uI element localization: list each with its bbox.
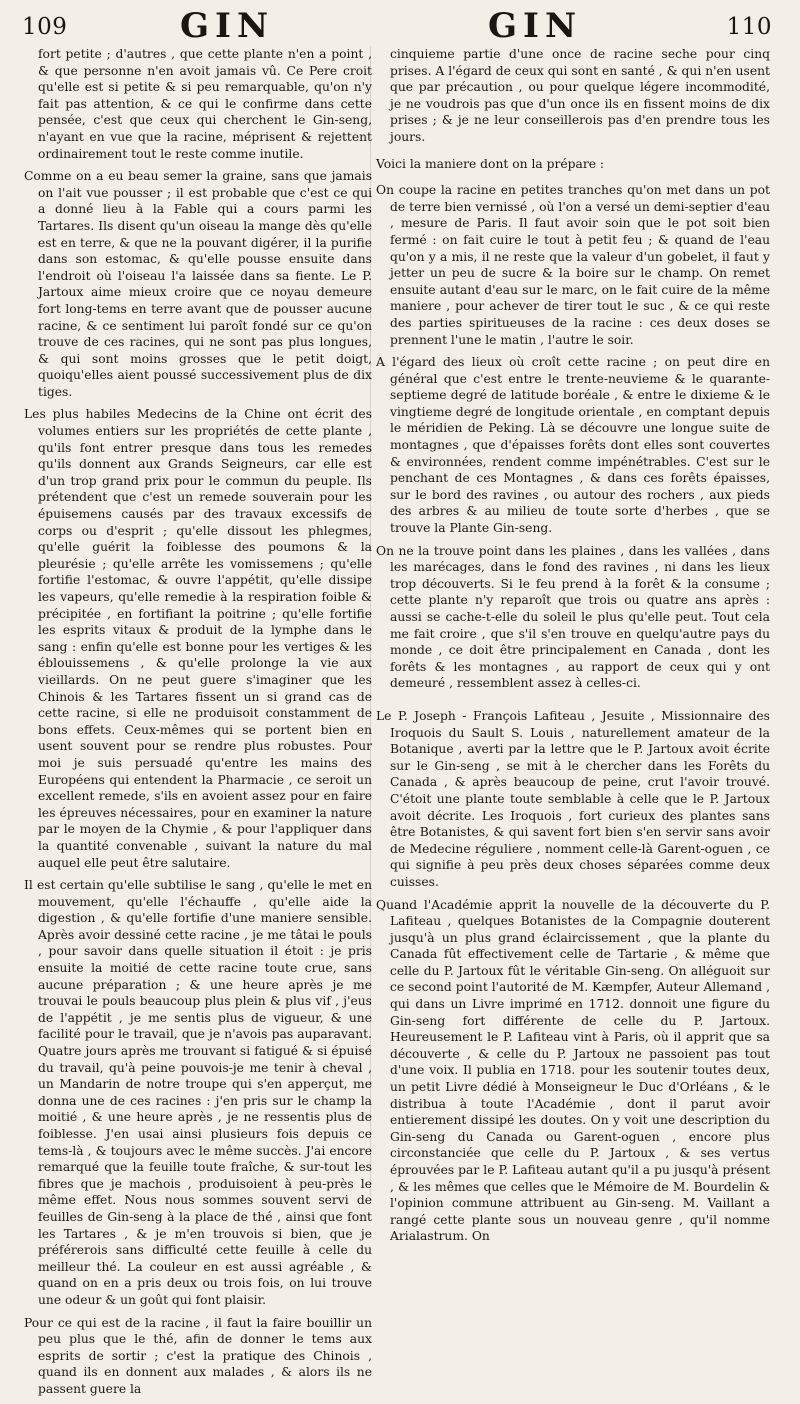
right-column xyxy=(376,46,770,1251)
paragraph: On ne la trouve point dans les plaines , dans les vallées , dans les marécages, dans le fond des ravines , ni dans les lieux trop découverts. Si le feu prend à la forêt & la consume ; cette plante n'y reparoît que trois ou quatre ans après : aussi se cache-t-elle du soleil le plus qu'elle peut. Tout cela me fait croire , que s'il s'en trouve en quelqu'autre pays du monde , ce doit être principalement en Canada , dont les forêts & les montagnes , au rapport de ceux qui y ont demeuré , ressemblent assez à celles-ci. xyxy=(376,543,770,691)
left-column xyxy=(24,46,372,1404)
paragraph: cinquieme partie d'une once de racine seche pour cinq prises. A l'égard de ceux qui sont en santé , & qui n'en usent que par précaution , ou pour quelque légere incommodité, je ne voudrois pas que d'un once ils en fissent moins de dix prises ; & je ne leur conseillerois pas d'en prendre tous les jours. xyxy=(390,47,770,144)
paragraph: Il est certain qu'elle subtilise le sang , qu'elle le met en mouvement, qu'elle l'échauffe , qu'elle aide la digestion , & qu'elle fortifie d'une maniere sensible. Après avoir dessiné cette racine , je me tâtai le pouls , pour savoir dans quelle situation il étoit : je pris ensuite la moitié de cette racine toute crue, sans aucune préparation ; & une heure après je me trouvai le pouls beaucoup plus plein & plus vif , j'eus de l'appétit , je me sentis plus de vigueur, & une facilité pour le travail, que je n'avois pas auparavant. Quatre jours après me trouvant si fatigué & si épuisé du travail, qu'à peine pouvois-je me tenir à cheval , un Mandarin de notre troupe qui s'en apperçut, me donna une de ces racines : j'en pris sur le champ la moitié , & une heure après , je ne ressentis plus de foiblesse. J'en usai ainsi plusieurs fois depuis ce tems-là , & toujours avec le même succès. J'ai encore remarqué que la feuille toute fraîche, & sur-tout les fibres que je machois , produisoient à peu-près le même effet. Nous nous sommes souvent servi de feuilles de Gin-seng à la place de thé , ainsi que font les Tartares , & je m'en trouvois si bien, que je préférerois sans difficulté cette feuille à celle du meilleur thé. La couleur en est aussi agréable , & quand on en a pris deux ou trois fois, on lui trouve une odeur & un goût qui font plaisir. xyxy=(24,878,372,1307)
paragraph: On coupe la racine en petites tranches qu'on met dans un pot de terre bien vernissé , où l'on a versé un demi-septier d'eau , mesure de Paris. Il faut avoir soin que le pot soit bien fermé : on fait cuire le tout à petit feu ; & quand de l'eau qu'on y a mis, il ne reste que la valeur d'un gobelet, il faut y jetter un peu de sucre & la boire sur le champ. On remet ensuite autant d'eau sur le marc, on le fait cuire de la même maniere , pour achever de tirer tout le suc , & ce qui reste des parties spiritueuses de la racine : ces deux doses se prennent l'une le matin , l'autre le soir. xyxy=(376,183,770,347)
left-page-number: 109 xyxy=(22,14,68,40)
paragraph: Comme on a eu beau semer la graine, sans que jamais on l'ait vue pousser ; il est probable que c'est ce qui a donné lieu à la Fable qui a cours parmi les Tartares. Ils disent qu'un oiseau la mange dès qu'elle est en terre, & que ne la pouvant digérer, il la purifie dans son estomac, & qu'elle pousse ensuite dans l'endroit où l'oiseau l'a laissée dans sa fiente. Le P. Jartoux aime mieux croire que ce noyau demeure fort long-tems en terre avant que de pousser aucune racine, & ce sentiment lui paroît fondé sur ce qu'on trouve de ces racines, qui ne sont pas plus longues, & qui sont moins grosses que le petit doigt, quoiqu'elles aient poussé successivement plus de dix tiges. xyxy=(24,169,372,399)
right-page-number: 110 xyxy=(726,14,772,40)
page-header xyxy=(0,4,800,44)
paragraph: fort petite ; d'autres , que cette plante n'en a point , & que personne n'en avoit jamais vû. Ce Pere croit qu'elle est si petite & si peu remarquable, qu'on n'y fait pas attention, & ce qui le confirme dans cette pensée, c'est que ceux qui cherchent le Gin-seng, n'ayant en vue que la racine, méprisent & rejettent ordinairement tout le reste comme inutile. xyxy=(38,47,372,161)
section-heading: Voici la maniere dont on la prépare : xyxy=(376,156,605,171)
paragraph: Le P. Joseph - François Lafiteau , Jesuite , Missionnaire des Iroquois du Sault S. Louis , naturellement amateur de la Botanique , averti par la lettre que le P. Jartoux avoit écrite sur le Gin-seng , se mit à le chercher dans les Forêts du Canada , & après beaucoup de peine, crut l'avoir trouvé. C'étoit une plante toute semblable à celle que le P. Jartoux avoit décrite. Les Iroquois , fort curieux des plantes sans être Botanistes, & qui savent fort bien s'en servir sans avoir de Medecine réguliere , nomment celle-là Garent-oguen , ce qui signifie à peu près deux choses séparées comme deux cuisses. xyxy=(376,708,770,889)
paragraph: Quand l'Académie apprit la nouvelle de la découverte du P. Lafiteau , quelques Botanistes de la Compagnie douterent jusqu'à un plus grand éclaircissement , que la plante du Canada fût effectivement celle de Tartarie , & même que celle du P. Jartoux fût le véritable Gin-seng. On alléguoit sur ce second point l'autorité de M. Kæmpfer, Auteur Allemand , qui dans un Livre imprimé en 1712. donnoit une figure du Gin-seng fort différente de celle du P. Jartoux. Heureusement le P. Lafiteau vint à Paris, où il apprit que sa découverte , & celle du P. Jartoux ne passoient pas tout d'une voix. Il publia en 1718. pour les soutenir toutes deux, un petit Livre dédié à Monseigneur le Duc d'Orléans , & le distribua à toute l'Académie , dont il parut avoir entierement dissipé les doutes. On y voit une description du Gin-seng du Canada ou Garent-oguen , encore plus circonstanciée que celle du P. Jartoux , & ses vertus éprouvées par le P. Lafiteau autant qu'il a pu jusqu'à présent , & les mêmes que celles que le Mémoire de M. Bourdelin & l'opinion commune attribuent au Gin-seng. M. Vaillant a rangé cette plante sous un nouveau genre , qu'il nomme Arialastrum. On xyxy=(376,897,770,1244)
paragraph: A l'égard des lieux où croît cette racine ; on peut dire en général que c'est entre le trente-neuvieme & le quarante-septieme degré de latitude boréale , & entre le dixieme & le vingtieme degré de longitude orientale , en comptant depuis le méridien de Peking. Là se découvre une longue suite de montagnes , que d'épaisses forêts dont elles sont couvertes & environnées, rendent comme impénétrables. C'est sur le penchant de ces Montagnes , & dans ces forêts épaisses, sur le bord des ravines , ou autour des rochers , aux pieds des arbres & au milieu de toute sorte d'herbes , que se trouve la Plante Gin-seng. xyxy=(376,355,770,536)
paragraph: Pour ce qui est de la racine , il faut la faire bouillir un peu plus que le thé, afin de donner le tems aux esprits de sortir ; c'est la pratique des Chinois , quand ils en donnent aux malades , & alors ils ne passent guere la xyxy=(24,1315,372,1396)
paragraph: Les plus habiles Medecins de la Chine ont écrit des volumes entiers sur les propriétés de cette plante , qu'ils font entrer presque dans tous les remedes qu'ils donnent aux Grands Seigneurs, car elle est d'un trop grand prix pour le commun du peuple. Ils prétendent que c'est un remede souverain pour les épuisemens causés par des travaux excessifs de corps ou d'esprit ; qu'elle dissout les phlegmes, qu'elle guérit la foiblesse des poumons & la pleurésie ; qu'elle arrête les vomissemens ; qu'elle fortifie l'estomac, & ouvre l'appétit, qu'elle dissipe les vapeurs, qu'elle remedie à la respiration foible & précipitée , en fortifiant la poitrine ; qu'elle fortifie les esprits vitaux & produit de la lymphe dans le sang : enfin qu'elle est bonne pour les vertiges & les éblouissemens , & qu'elle prolonge la vie aux vieillards. On ne peut guere s'imaginer que les Chinois & les Tartares fissent un si grand cas de cette racine, si elle ne produisoit constamment de bons effets. Ceux-mêmes qui se portent bien en usent souvent pour se rendre plus robustes. Pour moi je suis persuadé qu'entre les mains des Européens qui entendent la Pharmacie , ce seroit un excellent remede, s'ils en avoient assez pour en faire les épreuves nécessaires, pour en examiner la nature par le moyen de la Chymie , & pour l'appliquer dans la quantité convenable , suivant la nature du mal auquel elle peut être salutaire. xyxy=(24,407,372,870)
left-running-title: GIN xyxy=(180,6,275,46)
right-running-title: GIN xyxy=(488,6,583,46)
